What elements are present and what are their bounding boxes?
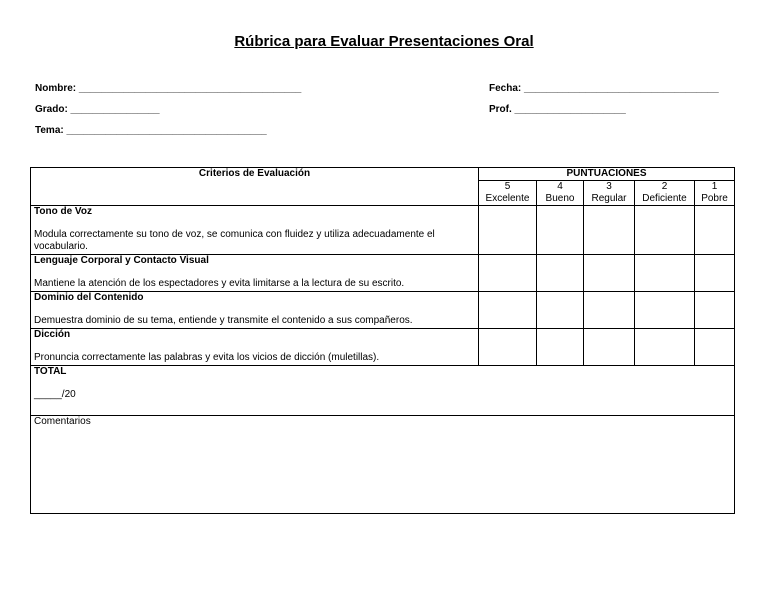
grado-field: Grado: ________________ xyxy=(35,104,160,115)
total-row xyxy=(31,366,735,416)
criterion-cell: Lenguaje Corporal y Contacto Visual Mantiene la atención de los espectadores y evita limitarse a la lectura de su escrito. xyxy=(31,255,479,292)
score-col-5: 5 Excelente xyxy=(479,181,537,206)
score-col-1: 1 Pobre xyxy=(695,181,735,206)
score-cell[interactable] xyxy=(537,329,584,366)
rubric-table xyxy=(30,167,735,514)
page-title: Rúbrica para Evaluar Presentaciones Oral xyxy=(234,33,534,50)
total-cell: TOTAL _____/20 xyxy=(31,366,735,416)
score-cell[interactable] xyxy=(537,206,584,255)
score-cell[interactable] xyxy=(695,292,735,329)
criterion-row xyxy=(31,206,735,255)
score-cell[interactable] xyxy=(635,255,695,292)
comments-cell[interactable] xyxy=(31,416,735,514)
score-col-2: 2 Deficiente xyxy=(635,181,695,206)
nombre-field: Nombre: ________________________________________ xyxy=(35,83,302,94)
score-col-3: 3 Regular xyxy=(584,181,635,206)
score-cell[interactable] xyxy=(635,292,695,329)
score-cell[interactable] xyxy=(537,292,584,329)
criterion-cell: Dicción Pronuncia correctamente las palabras y evita los vicios de dicción (muletillas). xyxy=(31,329,479,366)
score-cell[interactable] xyxy=(695,255,735,292)
criterion-row xyxy=(31,292,735,329)
score-cell[interactable] xyxy=(479,292,537,329)
score-cell[interactable] xyxy=(695,206,735,255)
score-cell[interactable] xyxy=(635,206,695,255)
scores-header: PUNTUACIONES xyxy=(479,168,735,181)
score-cell[interactable] xyxy=(695,329,735,366)
score-cell[interactable] xyxy=(584,329,635,366)
criterion-row xyxy=(31,329,735,366)
fecha-field: Fecha: ___________________________________ xyxy=(489,83,719,94)
score-col-4: 4 Bueno xyxy=(537,181,584,206)
comments-label: Comentarios xyxy=(34,416,91,427)
score-cell[interactable] xyxy=(479,329,537,366)
criteria-header: Criterios de Evaluación xyxy=(31,168,479,206)
criterion-row xyxy=(31,255,735,292)
score-cell[interactable] xyxy=(584,255,635,292)
criterion-cell: Tono de Voz Modula correctamente su tono de voz, se comunica con fluidez y utiliza adecuadamente el vocabulario. xyxy=(31,206,479,255)
score-cell[interactable] xyxy=(635,329,695,366)
score-cell[interactable] xyxy=(537,255,584,292)
criterion-cell: Dominio del Contenido Demuestra dominio de su tema, entiende y transmite el contenido a sus compañeros. xyxy=(31,292,479,329)
score-cell[interactable] xyxy=(479,255,537,292)
score-cell[interactable] xyxy=(479,206,537,255)
comments-row xyxy=(31,416,735,514)
score-cell[interactable] xyxy=(584,206,635,255)
prof-field: Prof. ____________________ xyxy=(489,104,626,115)
tema-field: Tema: ____________________________________ xyxy=(35,125,267,136)
score-cell[interactable] xyxy=(584,292,635,329)
